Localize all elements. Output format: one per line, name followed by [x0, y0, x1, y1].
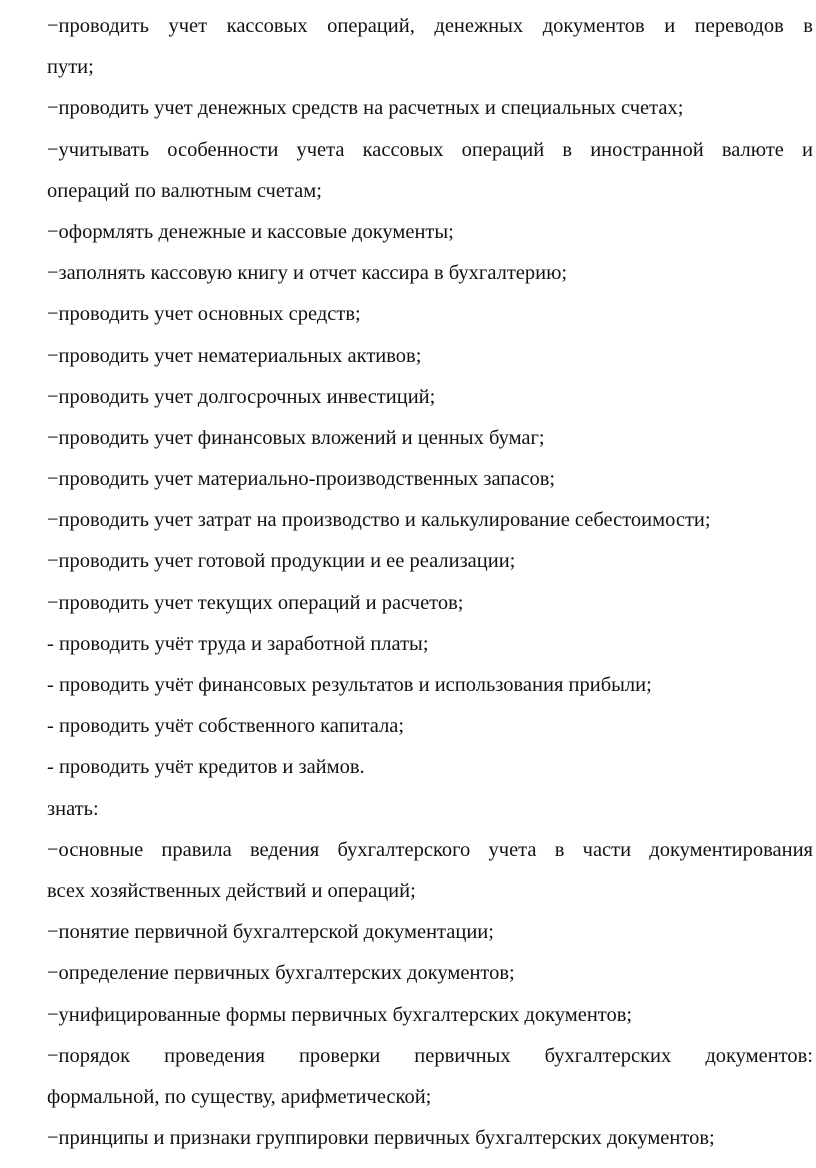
text-line: −проводить учет материально-производственных запасов; [47, 468, 556, 491]
text-line: −определение первичных бухгалтерских документов; [47, 962, 515, 985]
text-line: всех хозяйственных действий и операций; [47, 879, 416, 902]
section-heading-know: знать: [47, 797, 99, 820]
text-line: пути; [47, 56, 94, 79]
text-line: −проводить учет долгосрочных инвестиций; [47, 385, 436, 408]
text-line: −оформлять денежные и кассовые документы; [47, 220, 454, 243]
text-line: операций по валютным счетам; [47, 179, 322, 202]
text-line: −заполнять кассовую книгу и отчет кассира в бухгалтерию; [47, 262, 568, 285]
text-line: −порядок проведения проверки первичных бухгалтерских документов: [47, 1044, 813, 1067]
text-line: −проводить учет основных средств; [47, 303, 361, 326]
text-line: - проводить учёт финансовых результатов и использования прибыли; [47, 674, 652, 696]
text-line: −проводить учет денежных средств на расчетных и специальных счетах; [47, 97, 684, 120]
text-line: −принципы и признаки группировки первичных бухгалтерских документов; [47, 1127, 715, 1150]
text-line: −проводить учет кассовых операций, денежных документов и переводов в [47, 15, 813, 37]
text-line: формальной, по существу, арифметической; [47, 1085, 432, 1108]
text-line: −проводить учет финансовых вложений и ценных бумаг; [47, 426, 545, 449]
text-line: −учитывать особенности учета кассовых операций в иностранной валюте и [47, 138, 813, 161]
text-line: −понятие первичной бухгалтерской документации; [47, 921, 494, 944]
text-line: −основные правила ведения бухгалтерского учета в части документирования [47, 838, 813, 861]
text-line: - проводить учёт труда и заработной платы; [47, 632, 429, 655]
text-line: - проводить учёт кредитов и займов. [47, 756, 365, 779]
text-line: −проводить учет нематериальных активов; [47, 344, 422, 367]
document-page [47, 6, 813, 1159]
text-line: −проводить учет текущих операций и расчетов; [47, 591, 464, 614]
text-line: −проводить учет готовой продукции и ее реализации; [47, 550, 516, 573]
text-line: −унифицированные формы первичных бухгалтерских документов; [47, 1003, 633, 1026]
text-line: −проводить учет затрат на производство и калькулирование себестоимости; [47, 509, 711, 532]
text-line: - проводить учёт собственного капитала; [47, 715, 405, 738]
